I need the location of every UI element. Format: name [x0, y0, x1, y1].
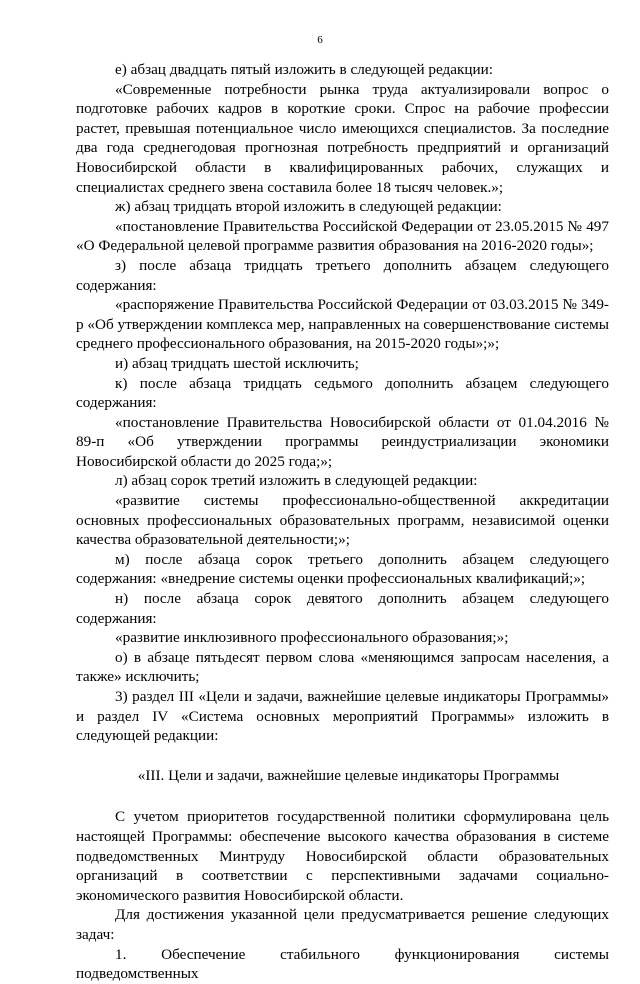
- amendment-k-intro: к) после абзаца тридцать седьмого дополнить абзацем следующего содержания:: [76, 374, 609, 412]
- amendment-m-text: м) после абзаца сорок третьего дополнить абзацем следующего содержания: «внедрение системы оценки профессиональных квалификаций;»;: [76, 550, 609, 588]
- amendment-z-intro: з) после абзаца тридцать третьего дополнить абзацем следующего содержания:: [76, 256, 609, 294]
- section-heading: «III. Цели и задачи, важнейшие целевые индикаторы Программы: [137, 766, 560, 784]
- task-1-paragraph: 1. Обеспечение стабильного функционирования системы подведомственных: [76, 945, 609, 983]
- amendment-i-text: и) абзац тридцать шестой исключить;: [115, 354, 359, 372]
- amendment-e-text: «Современные потребности рынка труда актуализировали вопрос о подготовке рабочих кадров в короткие сроки. Спрос на рабочие профессии растет, превышая потенциальное число имеющихся специалистов. За последние два года среднегодовая прогнозная потребность предприятий и организаций Новосибирской области в квалифицированных рабочих, служащих и специалистах среднего звена составила более 18 тысяч человек.»;: [76, 80, 609, 196]
- amendment-o-text: о) в абзаце пятьдесят первом слова «меняющимся запросам населения, а также» исключить;: [76, 648, 609, 686]
- document-body: [76, 60, 609, 984]
- amendment-n-intro: н) после абзаца сорок девятого дополнить абзацем следующего содержания:: [76, 590, 609, 627]
- amendment-l-intro: л) абзац сорок третий изложить в следующей редакции:: [115, 472, 478, 490]
- amendment-zh-text: «постановление Правительства Российской Федерации от 23.05.2015 № 497 «О Федеральной целевой программе развития образования на 2016-2020 годы»;: [76, 217, 609, 255]
- amendment-n-text: «развитие инклюзивного профессионального образования;»;: [115, 629, 509, 647]
- amendment-k-text: «постановление Правительства Новосибирской области от 01.04.2016 № 89-п «Об утверждении программы реиндустриализации экономики Новосибирской области до 2025 года;»;: [76, 413, 609, 470]
- amendment-l-text: «развитие системы профессионально-общественной аккредитации основных профессиональных образовательных программ, независимой оценки качества образовательной деятельности;»;: [76, 492, 609, 549]
- heading-spacer-top: [76, 746, 609, 766]
- amendment-z-text: «распоряжение Правительства Российской Федерации от 03.03.2015 № 349-р «Об утверждении комплекса мер, направленных на совершенствование системы среднего профессионального образования, на 2015-2020 годы»;»;: [76, 296, 609, 353]
- goal-paragraph: С учетом приоритетов государственной политики сформулирована цель настоящей Программы: обеспечение высокого качества образования в системе подведомственных Минтруду Новосибирской области образовательных организаций в соответствии с перспективными задачами социально-экономического развития Новосибирской области.: [76, 808, 609, 904]
- amendment-zh-intro: ж) абзац тридцать второй изложить в следующей редакции:: [115, 198, 502, 216]
- page-number: 6: [317, 34, 323, 46]
- amendment-3-text: 3) раздел III «Цели и задачи, важнейшие целевые индикаторы Программы» и раздел IV «Система основных мероприятий Программы» изложить в следующей редакции:: [76, 688, 609, 745]
- tasks-intro-paragraph: Для достижения указанной цели предусматривается решение следующих задач:: [76, 906, 609, 943]
- amendment-e-intro: е) абзац двадцать пятый изложить в следующей редакции:: [115, 61, 493, 78]
- heading-spacer-bottom: [76, 785, 609, 807]
